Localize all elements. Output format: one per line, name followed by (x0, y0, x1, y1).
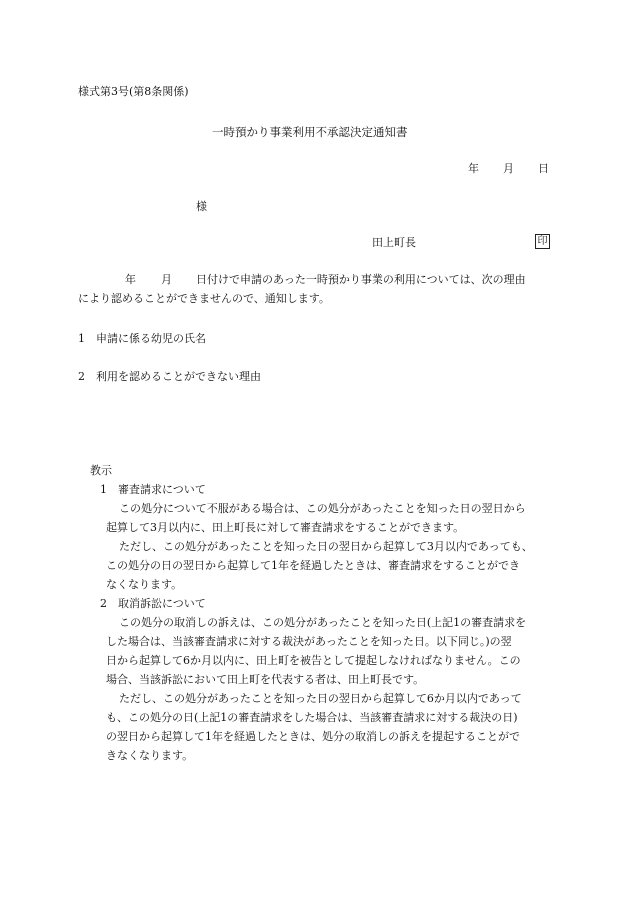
section-2-line-2: した場合は、当該審査請求に対する裁決があったことを知った日。以下同じ。)の翌 (106, 635, 512, 648)
date-day: 日 (538, 162, 549, 175)
section-2-line-8: きなくなります。 (106, 749, 194, 762)
item-1-number: 1 (78, 332, 85, 345)
date-month: 月 (503, 162, 514, 175)
item-1-label: 申請に係る幼児の氏名 (96, 332, 206, 345)
section-1-line-2: 起算して3月以内に、田上町長に対して審査請求をすることができます。 (106, 521, 465, 534)
section-2-line-7: の翌日から起算して1年を経過したときは、処分の取消しの訴えを提起することがで (106, 730, 520, 743)
addressee-suffix: 様 (196, 200, 207, 213)
body-line-2: により認めることができませんので、通知します。 (78, 292, 330, 305)
instruction-heading: 教示 (90, 464, 112, 477)
section-1-line-4: この処分の日の翌日から起算して1年を経過したときは、審査請求をすることができ (106, 559, 520, 572)
document-title: 一時預かり事業利用不承認決定通知書 (212, 125, 408, 139)
section-2-line-6: も、この処分の日(上記1の審査請求をした場合は、当該審査請求に対する裁決の日) (106, 711, 518, 724)
body-year: 年 (125, 273, 136, 286)
section-1-line-3: ただし、この処分があったことを知った日の翌日から起算して3月以内であっても、 (119, 540, 533, 553)
form-number: 様式第3号(第8条関係) (78, 85, 189, 98)
section-2-number: 2 (100, 597, 107, 610)
section-1-line-5: なくなります。 (106, 578, 183, 591)
item-2-number: 2 (78, 370, 85, 383)
section-2-line-5: ただし、この処分があったことを知った日の翌日から起算して6か月以内であって (119, 692, 522, 705)
section-2-title: 取消訴訟について (118, 597, 206, 610)
section-2-line-4: 場合、当該訴訟において田上町を代表する者は、田上町長です。 (106, 673, 425, 686)
date-year: 年 (468, 162, 479, 175)
seal-mark: 印 (535, 234, 550, 249)
section-2-line-3: 日から起算して6か月以内に、田上町を被告として提起しなければなりません。この (106, 654, 521, 667)
body-line-1: 日付けで申請のあった一時預かり事業の利用については、次の理由 (196, 273, 526, 286)
section-2-line-1: この処分の取消しの訴えは、この処分があったことを知った日(上記1の審査請求を (119, 616, 527, 629)
body-month: 月 (161, 273, 172, 286)
section-1-number: 1 (100, 483, 107, 496)
section-1-title: 審査請求について (118, 483, 206, 496)
sender-name: 田上町長 (372, 236, 416, 249)
item-2-label: 利用を認めることができない理由 (96, 370, 261, 383)
section-1-line-1: この処分について不服がある場合は、この処分があったことを知った日の翌日から (119, 502, 526, 515)
